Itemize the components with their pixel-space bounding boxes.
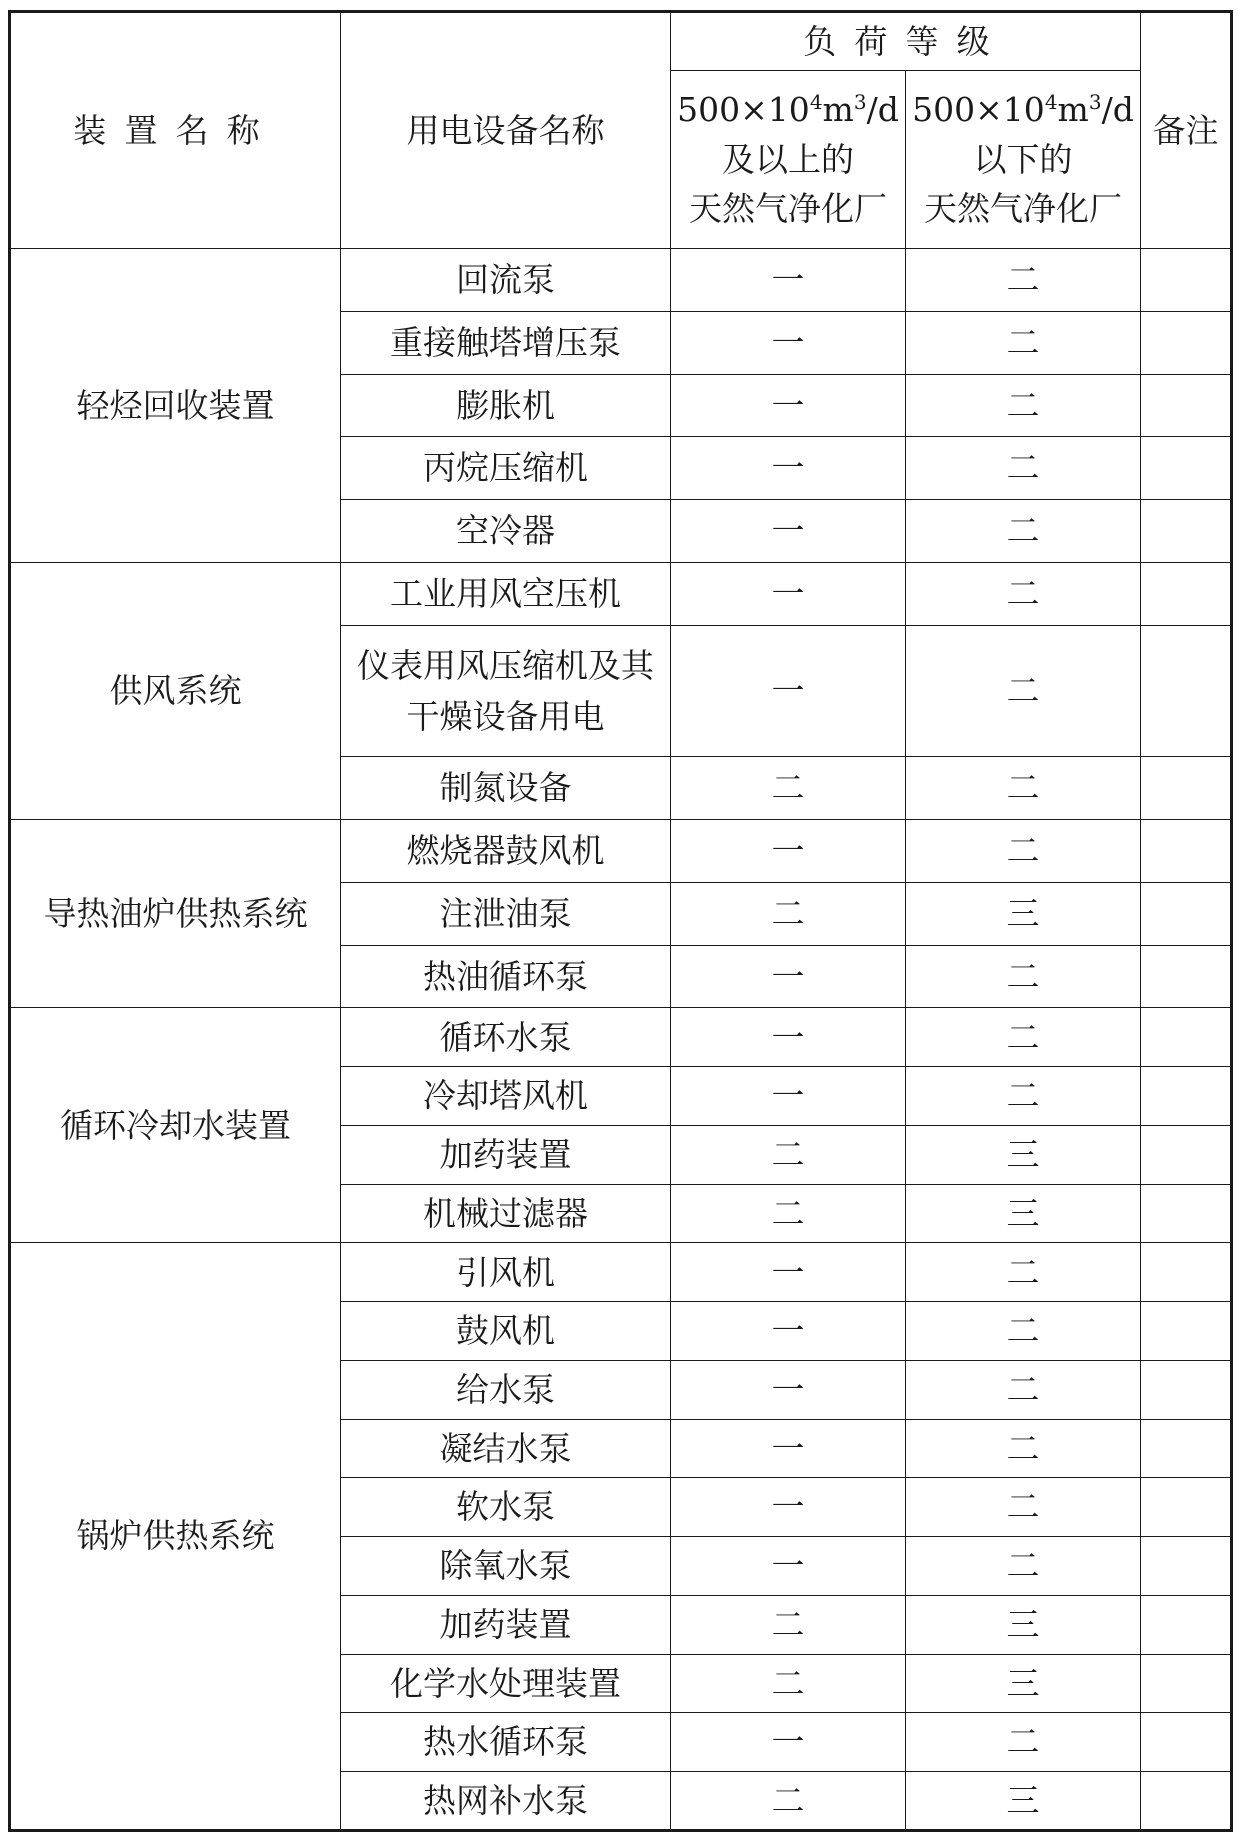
header-load-level: 负荷等级	[671, 12, 1141, 71]
load-grade-small-cell: 二	[906, 945, 1141, 1008]
load-grade-large-cell: 一	[671, 562, 906, 625]
equipment-name-cell: 引风机	[341, 1243, 671, 1302]
load-grade-large-cell: 二	[671, 882, 906, 945]
load-grade-small-cell: 三	[906, 1125, 1141, 1184]
header-remark: 备注	[1141, 12, 1232, 249]
equipment-name-cell: 鼓风机	[341, 1302, 671, 1361]
load-grade-large-cell: 一	[671, 1243, 906, 1302]
load-grade-small-cell: 三	[906, 1595, 1141, 1654]
load-grade-large-cell: 一	[671, 1478, 906, 1537]
remark-cell	[1141, 820, 1232, 883]
load-grade-large-cell: 一	[671, 1008, 906, 1067]
load-grade-small-cell: 二	[906, 562, 1141, 625]
remark-cell	[1141, 757, 1232, 820]
equipment-name-line: 干燥设备用电	[406, 697, 605, 736]
load-grade-small-cell: 二	[906, 1008, 1141, 1067]
header-large-capacity: $500\times 10^4m^3/d$	[677, 90, 899, 130]
remark-cell	[1141, 500, 1232, 563]
equipment-name-cell: 重接触塔增压泵	[341, 311, 671, 374]
load-classification-table-page	[8, 10, 1230, 1832]
table-row	[10, 562, 1232, 625]
load-grade-large-cell: 一	[671, 1537, 906, 1596]
load-grade-large-cell: 二	[671, 1125, 906, 1184]
equipment-name-cell: 循环水泵	[341, 1008, 671, 1067]
equipment-name-cell: 软水泵	[341, 1478, 671, 1537]
remark-cell	[1141, 1713, 1232, 1772]
load-grade-small-cell: 二	[906, 820, 1141, 883]
header-row-1	[10, 12, 1232, 71]
remark-cell	[1141, 374, 1232, 437]
load-grade-small-cell: 二	[906, 1067, 1141, 1126]
load-grade-large-cell: 一	[671, 1713, 906, 1772]
load-grade-small-cell: 二	[906, 1243, 1141, 1302]
load-grade-small-cell: 二	[906, 248, 1141, 311]
load-grade-large-cell: 一	[671, 1419, 906, 1478]
equipment-name-cell: 化学水处理装置	[341, 1654, 671, 1713]
equipment-name-cell: 燃烧器鼓风机	[341, 820, 671, 883]
load-grade-large-cell: 一	[671, 311, 906, 374]
load-grade-small-cell: 二	[906, 625, 1141, 757]
unit-name-cell: 供风系统	[10, 562, 341, 819]
header-small-qualifier: 以下的	[973, 139, 1073, 179]
remark-cell	[1141, 945, 1232, 1008]
header-equipment-name: 用电设备名称	[341, 12, 671, 249]
remark-cell	[1141, 625, 1232, 757]
equipment-name-cell: 热水循环泵	[341, 1713, 671, 1772]
equipment-name-cell: 冷却塔风机	[341, 1067, 671, 1126]
equipment-name-line: 仪表用风压缩机及其	[357, 645, 654, 685]
equipment-name-cell: 热网补水泵	[341, 1772, 671, 1831]
header-small-plant-type: 天然气净化厂	[924, 189, 1122, 229]
equipment-name-cell: 回流泵	[341, 248, 671, 311]
load-grade-small-cell: 二	[906, 1302, 1141, 1361]
equipment-name-cell: 膨胀机	[341, 374, 671, 437]
load-grade-large-cell: 二	[671, 1184, 906, 1243]
load-grade-small-cell: 二	[906, 1537, 1141, 1596]
remark-cell	[1141, 1302, 1232, 1361]
header-unit-name: 装置名称	[10, 12, 341, 249]
load-grade-small-cell: 二	[906, 437, 1141, 500]
remark-cell	[1141, 1008, 1232, 1067]
load-grade-large-cell: 一	[671, 1067, 906, 1126]
remark-cell	[1141, 1243, 1232, 1302]
remark-cell	[1141, 437, 1232, 500]
header-large-qualifier: 及以上的	[722, 139, 854, 179]
unit-name-cell: 锅炉供热系统	[10, 1243, 341, 1831]
equipment-name-cell: 注泄油泵	[341, 882, 671, 945]
load-grade-large-cell: 一	[671, 625, 906, 757]
load-grade-small-cell: 二	[906, 311, 1141, 374]
equipment-name-cell: 空冷器	[341, 500, 671, 563]
load-grade-large-cell: 一	[671, 1302, 906, 1361]
remark-cell	[1141, 311, 1232, 374]
header-small-plant	[906, 70, 1141, 248]
load-grade-large-cell: 一	[671, 437, 906, 500]
equipment-name-cell: 丙烷压缩机	[341, 437, 671, 500]
load-grade-large-cell: 二	[671, 1595, 906, 1654]
header-large-plant-type: 天然气净化厂	[689, 189, 887, 229]
load-grade-large-cell: 一	[671, 945, 906, 1008]
equipment-name-cell: 机械过滤器	[341, 1184, 671, 1243]
load-grade-small-cell: 三	[906, 1654, 1141, 1713]
table-row	[10, 1008, 1232, 1067]
equipment-name-cell: 制氮设备	[341, 757, 671, 820]
header-small-capacity: $500\times 10^4m^3/d$	[912, 90, 1134, 130]
remark-cell	[1141, 1067, 1232, 1126]
remark-cell	[1141, 882, 1232, 945]
equipment-name-cell	[341, 625, 671, 757]
remark-cell	[1141, 248, 1232, 311]
load-grade-large-cell: 二	[671, 1654, 906, 1713]
load-grade-large-cell: 一	[671, 500, 906, 563]
remark-cell	[1141, 1537, 1232, 1596]
load-grade-small-cell: 二	[906, 757, 1141, 820]
remark-cell	[1141, 1595, 1232, 1654]
equipment-name-cell: 工业用风空压机	[341, 562, 671, 625]
load-grade-large-cell: 一	[671, 1360, 906, 1419]
table-row	[10, 1243, 1232, 1302]
remark-cell	[1141, 1360, 1232, 1419]
load-grade-large-cell: 一	[671, 374, 906, 437]
equipment-name-cell: 加药装置	[341, 1595, 671, 1654]
load-grade-small-cell: 二	[906, 1360, 1141, 1419]
load-grade-small-cell: 三	[906, 1184, 1141, 1243]
load-classification-table	[8, 10, 1233, 1832]
table-row	[10, 248, 1232, 311]
remark-cell	[1141, 1772, 1232, 1831]
load-grade-small-cell: 三	[906, 882, 1141, 945]
load-grade-small-cell: 二	[906, 1478, 1141, 1537]
remark-cell	[1141, 1184, 1232, 1243]
remark-cell	[1141, 1478, 1232, 1537]
load-grade-small-cell: 二	[906, 1713, 1141, 1772]
remark-cell	[1141, 1654, 1232, 1713]
load-grade-small-cell: 二	[906, 374, 1141, 437]
equipment-name-cell: 加药装置	[341, 1125, 671, 1184]
remark-cell	[1141, 1419, 1232, 1478]
table-row	[10, 820, 1232, 883]
unit-name-cell: 循环冷却水装置	[10, 1008, 341, 1243]
load-grade-small-cell: 三	[906, 1772, 1141, 1831]
load-grade-small-cell: 二	[906, 500, 1141, 563]
load-grade-small-cell: 二	[906, 1419, 1141, 1478]
remark-cell	[1141, 562, 1232, 625]
equipment-name-cell: 除氧水泵	[341, 1537, 671, 1596]
load-grade-large-cell: 一	[671, 820, 906, 883]
unit-name-cell: 导热油炉供热系统	[10, 820, 341, 1008]
unit-name-cell: 轻烃回收装置	[10, 248, 341, 562]
load-grade-large-cell: 一	[671, 248, 906, 311]
equipment-name-cell: 凝结水泵	[341, 1419, 671, 1478]
equipment-name-cell: 热油循环泵	[341, 945, 671, 1008]
equipment-name-cell: 给水泵	[341, 1360, 671, 1419]
load-grade-large-cell: 二	[671, 757, 906, 820]
load-grade-large-cell: 二	[671, 1772, 906, 1831]
remark-cell	[1141, 1125, 1232, 1184]
header-large-plant	[671, 70, 906, 248]
